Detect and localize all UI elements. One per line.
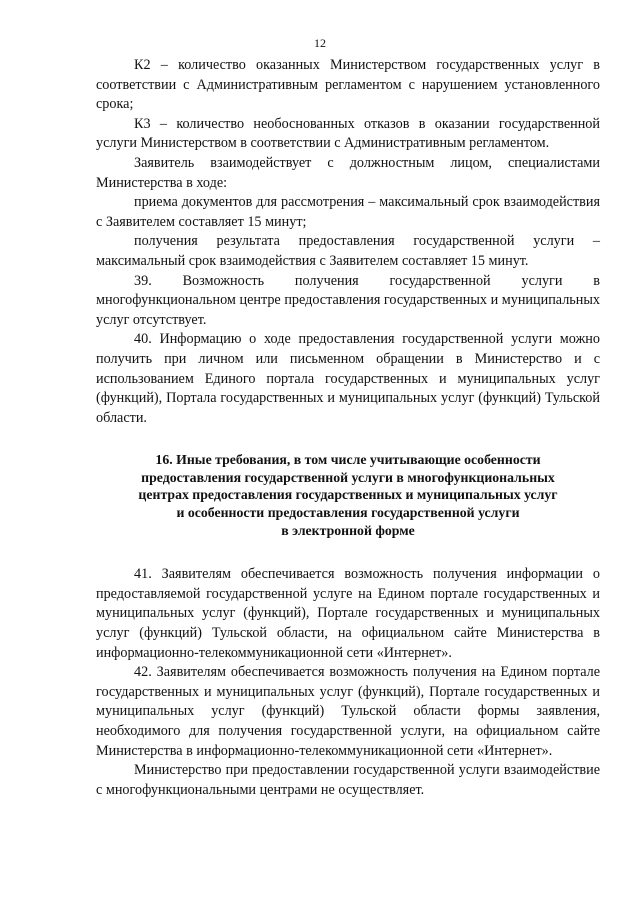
paragraph-interaction: Заявитель взаимодействует с должностным лицом, специалистами Министерства в ходе: (96, 154, 600, 191)
paragraph-41: 41. Заявителям обеспечивается возможность получения информации о предоставляемой государственной услуге на Едином портале государственных и муниципальных услуг (функций), Портале государственных и муниципальных услуг (функций) Тульской области, на официальном сайте Министерства в информационно-телекоммуникационной сети «Интернет». (96, 566, 600, 661)
paragraph-39: 39. Возможность получения государственной услуги в многофункциональном центре предоставления государственных и муниципальных услуг отсутствует. (96, 272, 600, 328)
document-body (96, 56, 600, 800)
paragraph-document-reception: приема документов для рассмотрения – максимальный срок взаимодействия с Заявителем составляет 15 минут; (96, 194, 600, 230)
section-heading-line: 16. Иные требования, в том числе учитывающие особенности (155, 452, 541, 468)
page-number: 12 (314, 36, 326, 50)
paragraph-k3: К3 – количество необоснованных отказов в оказании государственной услуги Министерством в соответствии с Административным регламентом. (96, 115, 600, 152)
section-heading-line: предоставления государственной услуги в многофункциональных (141, 469, 555, 485)
paragraph-result-receipt: получения результата предоставления государственной услуги – максимальный срок взаимодействия с Заявителем составляет 15 минут. (96, 233, 600, 269)
paragraph-42: 42. Заявителям обеспечивается возможность получения на Едином портале государственных и муниципальных услуг (функций), Портале государственных и муниципальных услуг (функций) Тульской области формы заявления, необходимого для получения государственной услуги, на официальном сайте Министерства в информационно-телекоммуникационной сети «Интернет». (96, 664, 600, 759)
paragraph-40: 40. Информацию о ходе предоставления государственной услуги можно получить при личном или письменном обращении в Министерство и с использованием Единого портала государственных и муниципальных услуг (функций), Портала государственных и муниципальных услуг (функций) Тульской области. (96, 331, 600, 426)
section-heading-line: в электронной форме (281, 522, 415, 538)
paragraph-mfc-interaction: Министерство при предоставлении государственной услуги взаимодействие с многофункциональными центрами не осуществляет. (96, 762, 600, 798)
section-heading-line: и особенности предоставления государственной услуги (176, 505, 520, 521)
paragraph-k2: К2 – количество оказанных Министерством государственных услуг в соответствии с Административным регламентом с нарушением установленного срока; (96, 57, 600, 113)
section-heading-16 (96, 451, 600, 539)
section-heading-line: центрах предоставления государственных и муниципальных услуг (138, 487, 558, 503)
